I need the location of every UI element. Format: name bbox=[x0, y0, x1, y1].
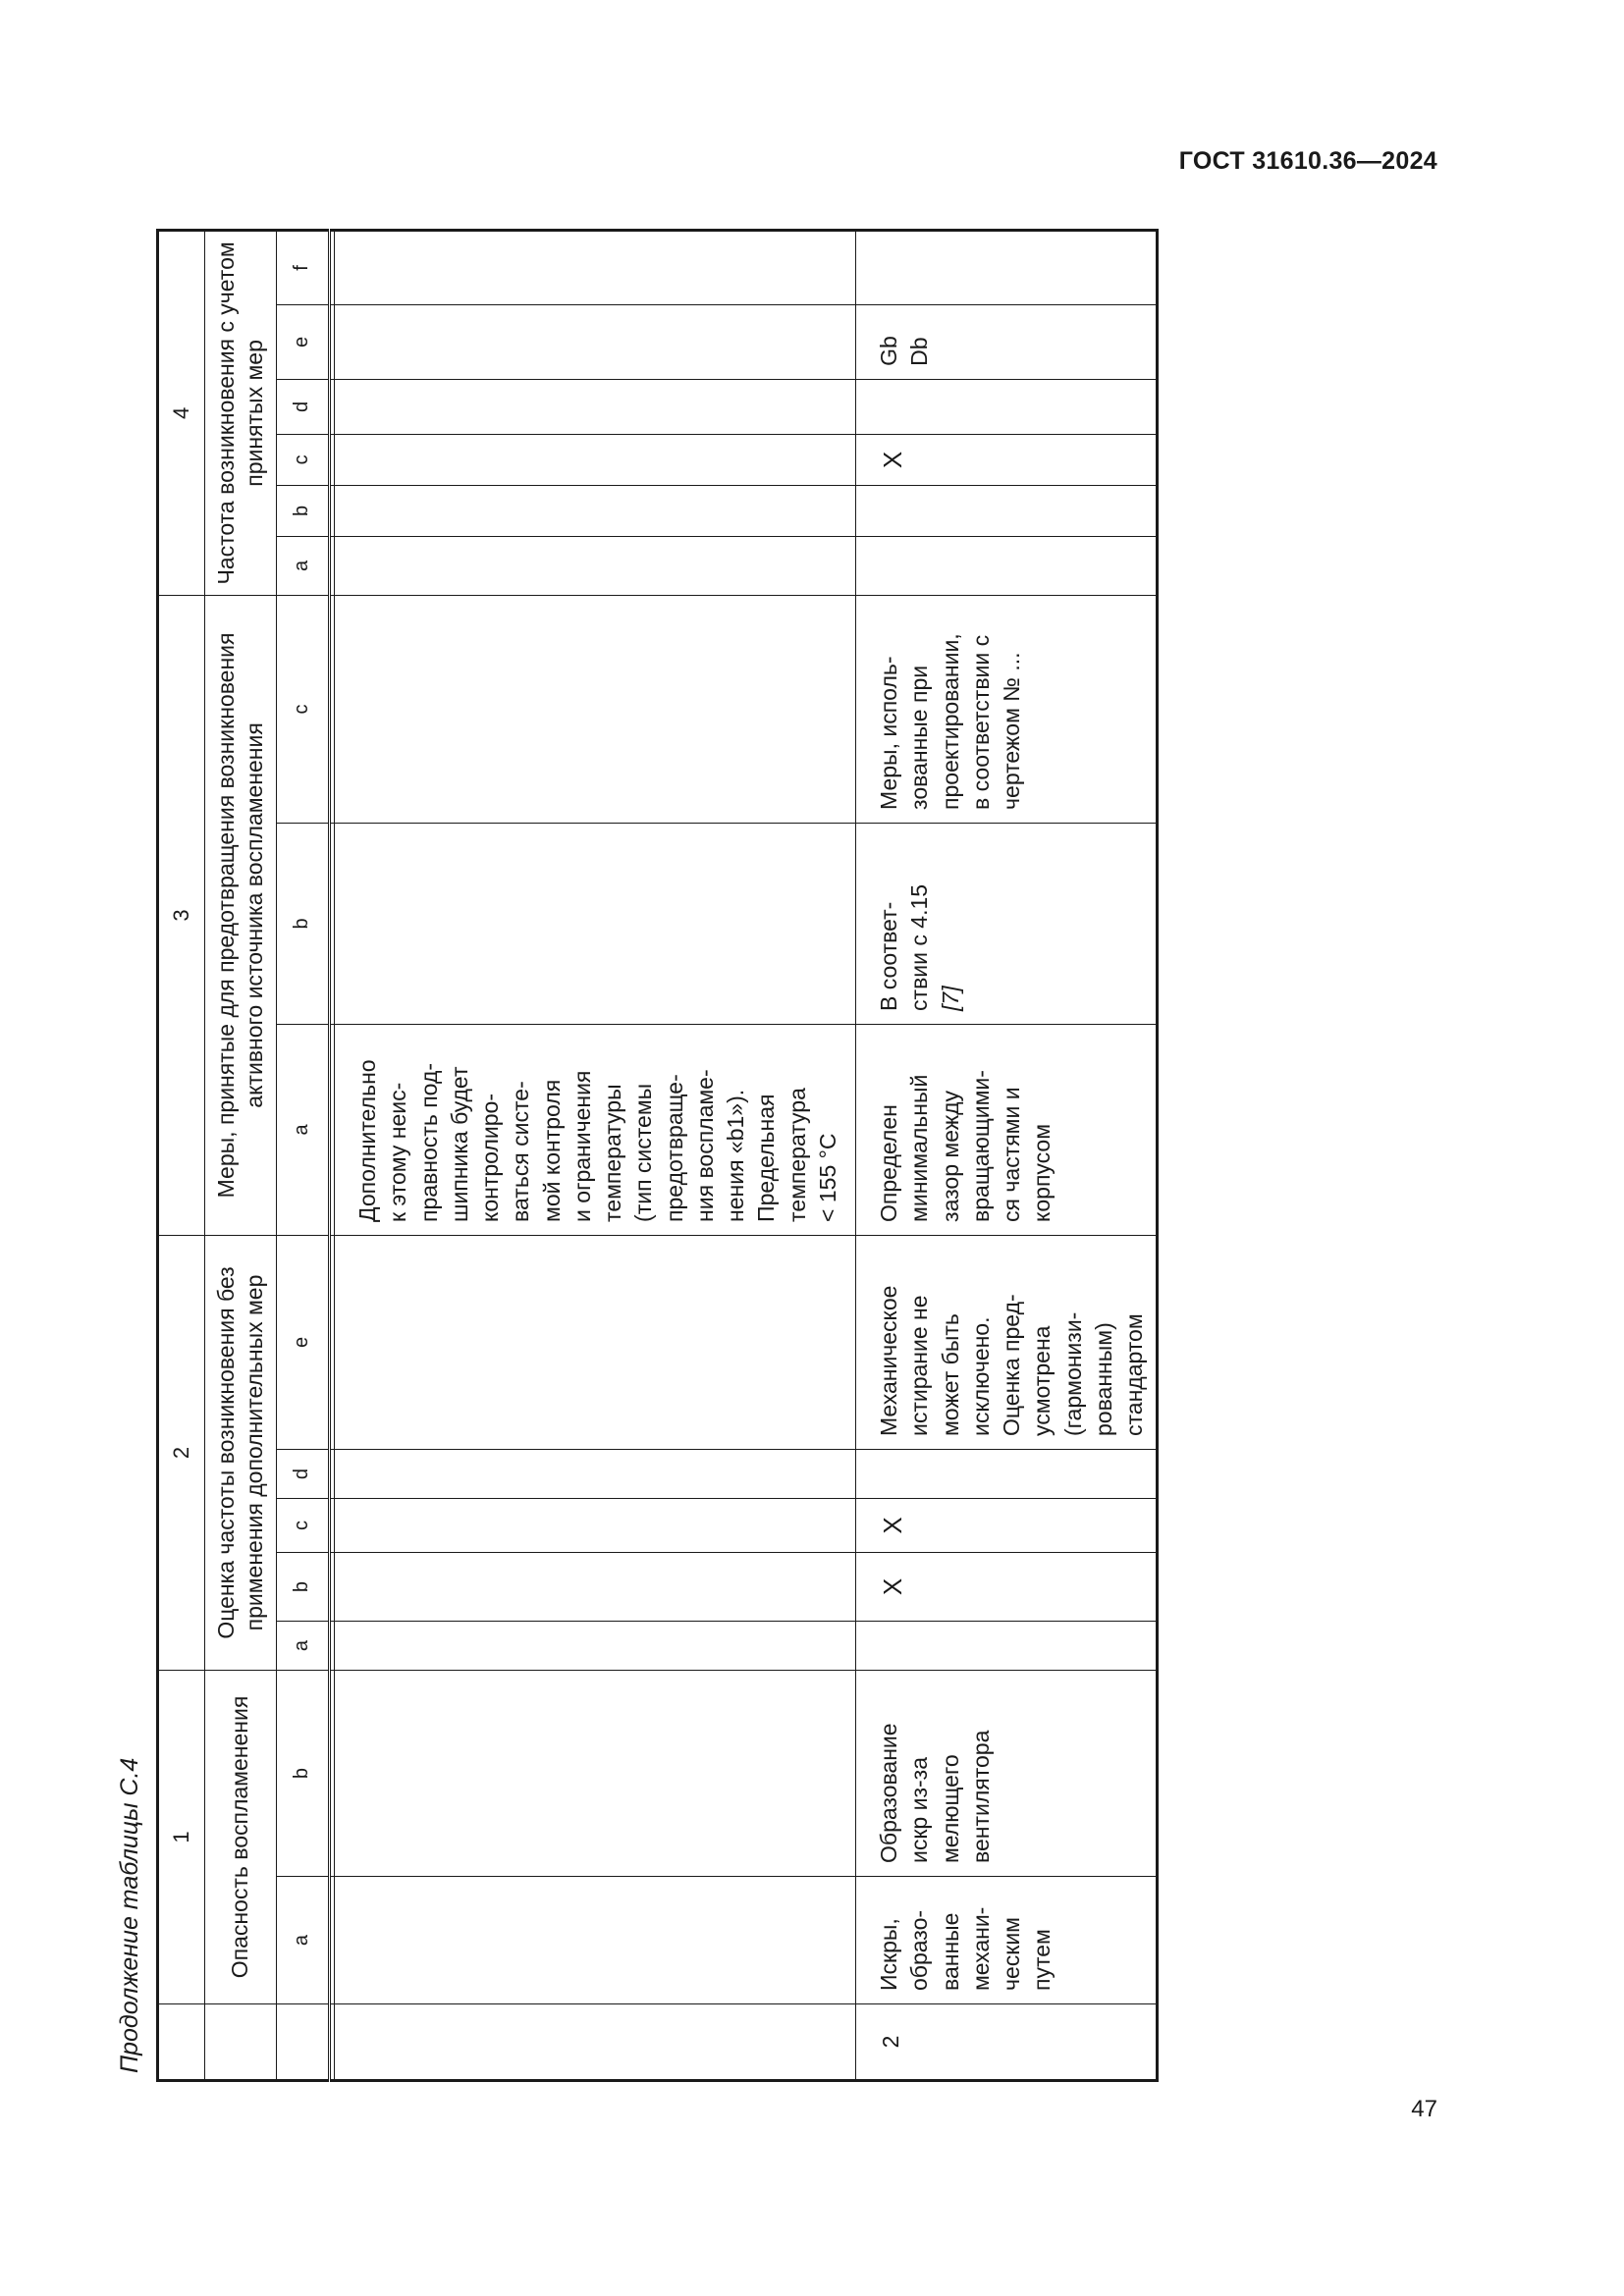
cell-line: искр из-за bbox=[906, 1757, 933, 1863]
measure-reference-cell bbox=[856, 823, 1158, 1024]
col-letter: c bbox=[277, 595, 330, 823]
group-title-row bbox=[205, 230, 277, 2080]
hazard-cell bbox=[335, 1877, 856, 2004]
column-letter-row bbox=[277, 230, 330, 2080]
measure-description-cell bbox=[856, 1024, 1158, 1235]
group-title-ignition-hazard: Опасность воспламенения bbox=[205, 1671, 277, 2004]
group-number-2: 2 bbox=[158, 1235, 205, 1670]
table-row bbox=[335, 230, 856, 2080]
cell-line: истирание не bbox=[906, 1295, 933, 1436]
group-title-measures-taken: Меры, принятые для предотвращения возникновения активного источника воспламенения bbox=[205, 595, 277, 1235]
cell-line: правность под- bbox=[415, 1062, 442, 1222]
cell-line: вентилятора bbox=[967, 1730, 994, 1863]
col-letter: f bbox=[277, 230, 330, 304]
residual-mark-cell: X bbox=[856, 434, 1158, 485]
cell-line: ся частями и bbox=[999, 1087, 1025, 1222]
equipment-protection-level-cell bbox=[856, 304, 1158, 379]
residual-mark-cell bbox=[335, 230, 856, 304]
cell-line: корпусом bbox=[1029, 1123, 1056, 1222]
measure-design-cell bbox=[335, 595, 856, 823]
bibliography-reference: [7] bbox=[937, 986, 963, 1011]
cell-line: ствии с 4.15 bbox=[906, 883, 933, 1011]
col-letter: a bbox=[277, 1877, 330, 2004]
corner-cell bbox=[158, 2004, 205, 2081]
cell-line: шипника будет bbox=[446, 1066, 472, 1222]
residual-mark-cell bbox=[856, 536, 1158, 595]
col-letter: b bbox=[277, 1553, 330, 1622]
col-letter: a bbox=[277, 1024, 330, 1235]
cell-line: и ограничения bbox=[568, 1070, 595, 1222]
frequency-mark-cell bbox=[335, 1553, 856, 1622]
hazard-cause-cell bbox=[856, 1671, 1158, 1877]
hazard-assessment-table bbox=[156, 229, 1159, 2082]
measure-reference-cell bbox=[335, 823, 856, 1024]
col-letter: b bbox=[277, 485, 330, 536]
frequency-mark-cell bbox=[856, 1450, 1158, 1499]
page-number: 47 bbox=[1411, 2096, 1437, 2122]
cell-line: чертежом № ... bbox=[999, 652, 1025, 810]
col-letter: d bbox=[277, 1450, 330, 1499]
frequency-mark-cell bbox=[335, 1622, 856, 1671]
col-letter: e bbox=[277, 304, 330, 379]
cell-line: (гармонизи- bbox=[1059, 1311, 1086, 1436]
cell-line: предотвраще- bbox=[661, 1074, 687, 1222]
group-number-row bbox=[158, 230, 205, 2080]
hazard-cause-cell bbox=[335, 1671, 856, 1877]
cell-line: температуры bbox=[600, 1084, 626, 1222]
cell-line: ванные bbox=[937, 1912, 963, 1991]
row-number-cell bbox=[335, 2004, 856, 2081]
epl-dust: Db bbox=[906, 337, 933, 366]
col-letter: c bbox=[277, 434, 330, 485]
cell-line: < 155 °С bbox=[814, 1133, 840, 1222]
corner-cell bbox=[277, 2004, 330, 2081]
table-caption: Продолжение таблицы С.4 bbox=[116, 1757, 143, 2073]
cell-line: Дополнительно bbox=[354, 1059, 380, 1222]
document-code: ГОСТ 31610.36—2024 bbox=[1178, 147, 1437, 175]
rotated-table-container bbox=[156, 232, 1148, 2082]
equipment-protection-level-cell bbox=[335, 304, 856, 379]
cell-line: нения «b1»). bbox=[723, 1089, 749, 1222]
corner-cell bbox=[205, 2004, 277, 2081]
cell-line: мелющего bbox=[937, 1754, 963, 1863]
row-number-cell: 2 bbox=[856, 2004, 1158, 2081]
frequency-mark-cell: X bbox=[856, 1499, 1158, 1553]
residual-mark-cell bbox=[856, 485, 1158, 536]
col-letter: a bbox=[277, 536, 330, 595]
cell-line: Определен bbox=[876, 1104, 901, 1222]
group-number-4: 4 bbox=[158, 230, 205, 595]
cell-line: Оценка пред- bbox=[999, 1294, 1025, 1436]
col-letter: b bbox=[277, 1671, 330, 1877]
residual-mark-cell bbox=[856, 379, 1158, 434]
frequency-justification-cell bbox=[335, 1235, 856, 1449]
residual-mark-cell bbox=[856, 230, 1158, 304]
cell-line: Искры, bbox=[876, 1918, 901, 1991]
measure-design-cell bbox=[856, 595, 1158, 823]
cell-line: Механическое bbox=[876, 1285, 901, 1436]
group-title-frequency-without-measures: Оценка частоты возникновения без применения дополнительных мер bbox=[205, 1235, 277, 1670]
cell-line: В соответ- bbox=[876, 901, 901, 1011]
cell-line: стандартом bbox=[1121, 1313, 1148, 1436]
cell-line: ваться систе- bbox=[508, 1081, 534, 1222]
cell-line: вращающими- bbox=[967, 1070, 994, 1222]
frequency-justification-cell bbox=[856, 1235, 1158, 1449]
col-letter: c bbox=[277, 1499, 330, 1553]
group-title-frequency-with-measures: Частота возникновения с учетом принятых мер bbox=[205, 230, 277, 595]
cell-line: ческим bbox=[999, 1917, 1025, 1991]
cell-line: механи- bbox=[967, 1906, 994, 1991]
cell-line: мой контроля bbox=[538, 1079, 565, 1222]
col-letter: d bbox=[277, 379, 330, 434]
cell-line: образо- bbox=[906, 1909, 933, 1991]
measure-description-cell bbox=[335, 1024, 856, 1235]
hazard-cell bbox=[856, 1877, 1158, 2004]
group-number-1: 1 bbox=[158, 1671, 205, 2004]
cell-line: минимальный bbox=[906, 1074, 933, 1222]
cell-line: температура bbox=[784, 1088, 810, 1222]
cell-line: зазор между bbox=[937, 1090, 963, 1222]
cell-line: Предельная bbox=[753, 1094, 780, 1222]
cell-line: в соответствии с bbox=[967, 634, 994, 810]
residual-mark-cell bbox=[335, 485, 856, 536]
cell-line: усмотрена bbox=[1029, 1325, 1056, 1436]
cell-line: рованным) bbox=[1090, 1322, 1116, 1436]
table-row bbox=[856, 230, 1158, 2080]
cell-line: контролиро- bbox=[477, 1094, 504, 1222]
cell-line: Образование bbox=[876, 1723, 901, 1863]
residual-mark-cell bbox=[335, 434, 856, 485]
cell-line: может быть bbox=[937, 1313, 963, 1436]
cell-line: (тип системы bbox=[630, 1083, 657, 1222]
group-number-3: 3 bbox=[158, 595, 205, 1235]
cell-line: ния воспламе- bbox=[691, 1069, 718, 1222]
frequency-mark-cell: X bbox=[856, 1553, 1158, 1622]
cell-line: исключено. bbox=[967, 1316, 994, 1436]
cell-line: зованные при bbox=[906, 665, 933, 810]
cell-line: Меры, исполь- bbox=[876, 656, 901, 810]
residual-mark-cell bbox=[335, 536, 856, 595]
col-letter: e bbox=[277, 1235, 330, 1449]
cell-line: к этому неис- bbox=[385, 1082, 411, 1222]
frequency-mark-cell bbox=[856, 1622, 1158, 1671]
residual-mark-cell bbox=[335, 379, 856, 434]
cell-line: путем bbox=[1029, 1929, 1056, 1991]
epl-gas: Gb bbox=[876, 336, 901, 366]
frequency-mark-cell bbox=[335, 1450, 856, 1499]
col-letter: b bbox=[277, 823, 330, 1024]
col-letter: a bbox=[277, 1622, 330, 1671]
frequency-mark-cell bbox=[335, 1499, 856, 1553]
cell-line: проектировании, bbox=[937, 633, 963, 810]
